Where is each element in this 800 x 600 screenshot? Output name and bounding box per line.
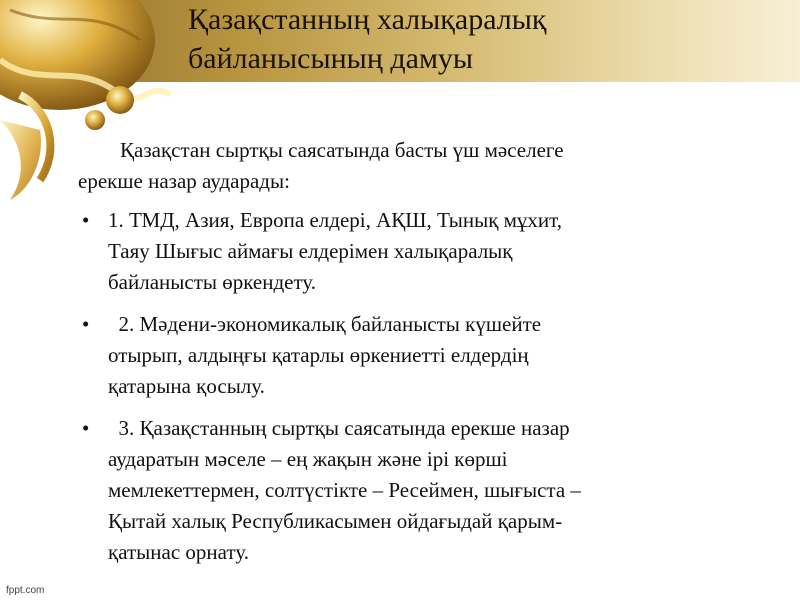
bullet-icon: • (82, 312, 90, 336)
title-line: Қазақстанның халықаралық (188, 3, 547, 36)
title-line: байланысының дамуы (188, 42, 474, 75)
item-line: мемлекеттермен, солтүстікте – Ресеймен, шығыста – (108, 478, 581, 502)
bullet-list (78, 205, 728, 568)
list-item (78, 205, 728, 298)
item-line: 2. Мәдени-экономикалық байланысты күшейте (108, 312, 542, 336)
intro-paragraph (78, 135, 728, 197)
intro-line: Қазақстан сыртқы саясатында басты үш мәселеге (120, 138, 564, 162)
item-line: отырып, алдыңғы қатарлы өркениетті елдердің (108, 343, 529, 367)
item-line: Таяу Шығыс аймағы елдерімен халықаралық (108, 239, 513, 263)
list-item (78, 413, 728, 568)
bullet-icon: • (82, 208, 90, 232)
item-line: қатынас орнату. (108, 540, 249, 564)
item-line: 3. Қазақстанның сыртқы саясатында ерекше назар (108, 416, 570, 440)
bullet-icon: • (82, 416, 90, 440)
item-line: 1. ТМД, Азия, Европа елдері, АҚШ, Тынық мұхит, (108, 208, 563, 232)
intro-line: ерекше назар аударады: (78, 169, 290, 193)
item-line: Қытай халық Республикасымен ойдағыдай қарым- (108, 509, 563, 533)
item-line: қатарына қосылу. (108, 374, 265, 398)
slide-title (188, 0, 788, 78)
item-line: аударатын мәселе – ең жақын және ірі көрші (108, 447, 508, 471)
watermark: fppt.com (6, 585, 45, 596)
slide-body (78, 135, 728, 579)
item-line: байланысты өркендету. (108, 270, 317, 294)
list-item (78, 309, 728, 402)
